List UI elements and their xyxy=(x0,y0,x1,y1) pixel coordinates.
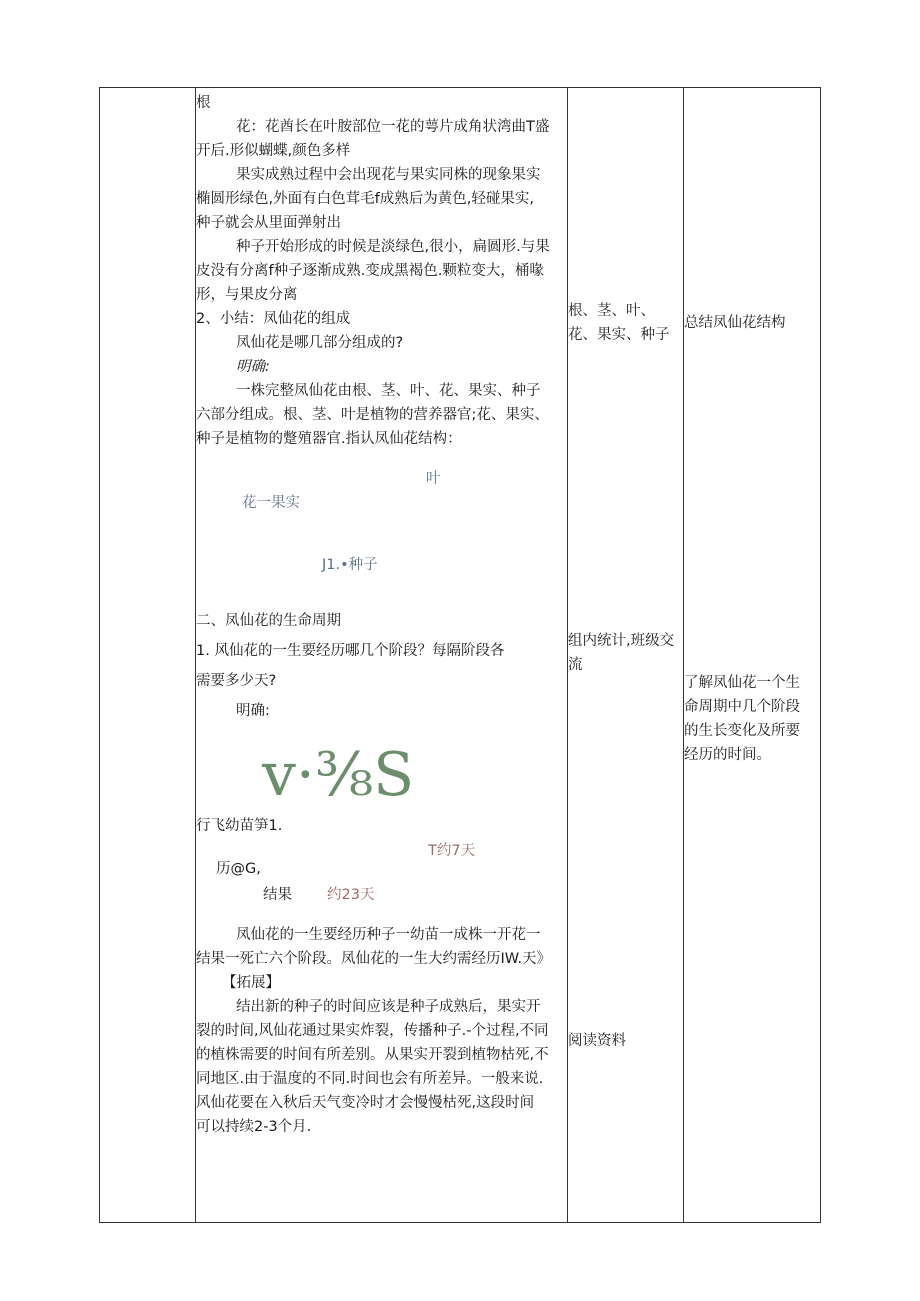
activity-group: 流 xyxy=(568,657,583,673)
summary-line: 凤仙花的一生要经历种子一幼苗一成株一开花一 xyxy=(236,927,541,943)
intent-line: 经历的时间。 xyxy=(684,747,771,763)
extension-line: 的植株需要的时间有所差别。从果实开裂到植物枯死,不 xyxy=(196,1047,549,1063)
stage-duration-7: T约7天 xyxy=(428,843,476,859)
activity-group: 组内统计,班级交 xyxy=(568,633,675,649)
column-divider-3 xyxy=(683,88,684,1222)
extension-line: 同地区.由于温度的不同.时间也会有所差异。一般来说. xyxy=(196,1071,544,1087)
text-line: 一株完整凤仙花由根、茎、叶、花、果实、种子 xyxy=(236,383,541,399)
text-line: 根 xyxy=(196,95,211,111)
intent-line: 了解凤仙花一个生 xyxy=(684,675,800,691)
diagram-flower-fruit-label: 花一果实 xyxy=(242,495,300,511)
stage-line: 行飞幼苗笋1. xyxy=(196,818,283,834)
text-line: 明确: xyxy=(236,359,270,375)
activity-parts: 花、果实、种子 xyxy=(568,327,670,343)
activity-parts: 根、茎、叶、 xyxy=(568,303,655,319)
intent-line: 命周期中几个阶段 xyxy=(684,699,800,715)
extension-line: 裂的时间,风仙花通过果实炸裂，传播种子.-个过程,不同 xyxy=(196,1023,549,1039)
text-line: 凤仙花是哪几部分组成的? xyxy=(236,335,404,351)
extension-heading: 【拓展】 xyxy=(222,975,280,991)
question-line: 需要多少天? xyxy=(196,673,277,689)
intent-line: 的生长变化及所要 xyxy=(684,723,800,739)
activity-read: 阅读资料 xyxy=(568,1033,626,1049)
mingque-label: 明确: xyxy=(236,703,270,719)
text-line: 种子就会从里面弹射出 xyxy=(196,215,341,231)
text-line: 椭圆形绿色,外面有白色茸毛f成熟后为黄色,轻碰果实, xyxy=(196,191,534,207)
diagram-leaf-label: 叶 xyxy=(426,471,441,487)
text-line: 种子是植物的蹩殖器官.指认凤仙花结构： xyxy=(196,431,462,447)
text-line: 花：花酋长在叶胺部位一花的萼片成角状湾曲T盛 xyxy=(236,119,550,135)
extension-line: 风仙花要在入秋后天气变冷时才会慢慢枯死,这段时间 xyxy=(196,1095,535,1111)
text-line: 皮没有分离f种子逐渐成熟.变成黑褐色.颗粒变大，桶喙 xyxy=(196,263,544,279)
text-line: 六部分组成。根、茎、叶是植物的营养器官;花、果实、 xyxy=(196,407,549,423)
stage-duration-23: 约23天 xyxy=(327,887,375,903)
extension-line: 结出新的种子的时间应该是种子成熟后，果实开 xyxy=(236,999,541,1015)
summary-line: 结果一死亡六个阶段。凤仙花的一生大约需经历IW.天》 xyxy=(196,951,552,967)
garbled-figure-text: v·⅜S xyxy=(262,740,415,810)
diagram-seed-label: J1.•种子 xyxy=(322,557,378,573)
section-title: 二、凤仙花的生命周期 xyxy=(196,613,341,629)
stage-line: 历@G, xyxy=(216,861,261,877)
text-line: 果实成熟过程中会出现花与果实同株的现象果实 xyxy=(236,167,541,183)
text-line: 种子开始形成的时候是淡绿色,很小，扁圆形.与果 xyxy=(236,239,550,255)
text-line: 形，与果皮分离 xyxy=(196,287,298,303)
text-line: 开后.形似蝴蝶,颜色多样 xyxy=(196,143,351,159)
extension-line: 可以持续2-3个月. xyxy=(196,1119,312,1135)
question-line: 1. 风仙花的一生要经历哪几个阶段？每隔阶段各 xyxy=(196,643,505,659)
intent-summary: 总结凤仙花结构 xyxy=(684,315,786,331)
subheading: 2、小结：凤仙花的组成 xyxy=(196,311,351,327)
stage-fruit-label: 结果 xyxy=(263,887,292,903)
